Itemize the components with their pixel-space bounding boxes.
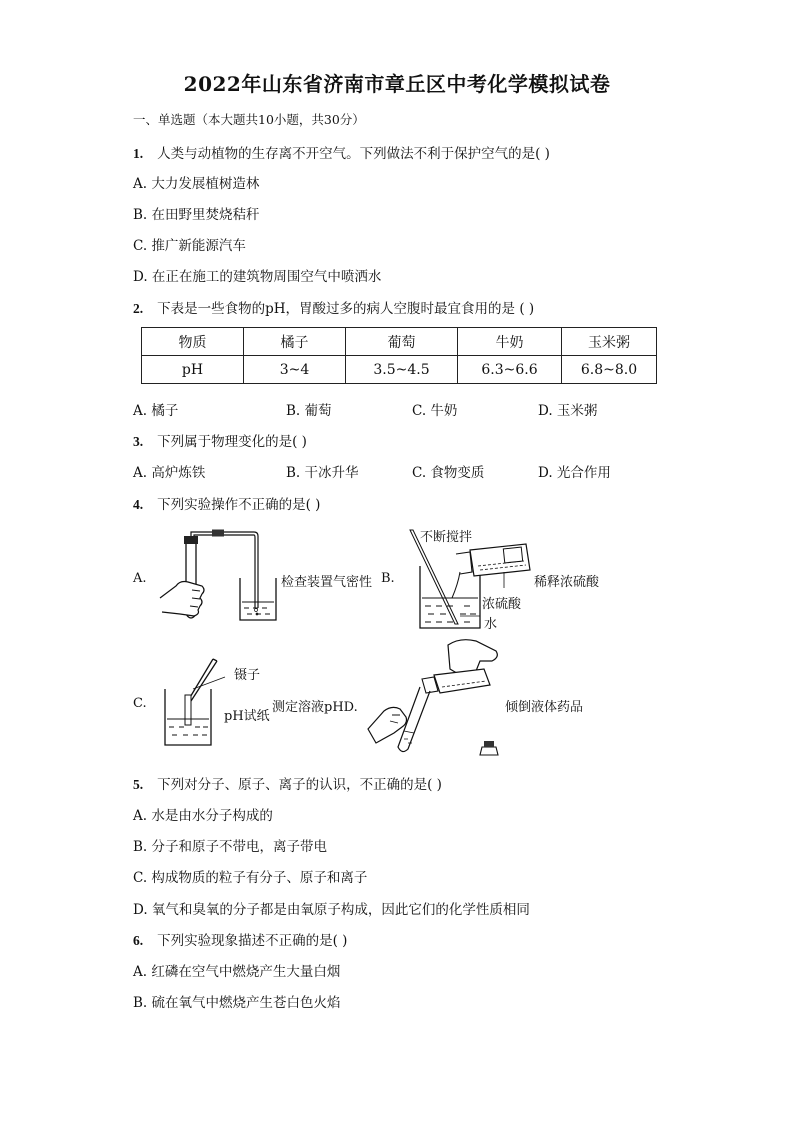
- question-5: [133, 773, 442, 793]
- question-number: 1.: [133, 146, 144, 161]
- question-stem: 人类与动植物的生存离不开空气。下列做法不利于保护空气的是( ): [157, 146, 550, 162]
- table-cell: 玉米粥: [562, 328, 657, 356]
- option-2d: D. 玉米粥: [538, 403, 598, 419]
- option-2b: B. 葡萄: [286, 403, 332, 419]
- option-5b: B. 分子和原子不带电，离子带电: [133, 839, 328, 855]
- question-number: 4.: [133, 497, 144, 512]
- option-3b: B. 干冰升华: [286, 465, 359, 481]
- figure-b-stir-label: 不断搅拌: [420, 530, 473, 545]
- ph-measurement-figure: [155, 655, 235, 750]
- airtightness-apparatus-figure: [150, 528, 285, 628]
- option-4c-letter: C.: [133, 696, 147, 711]
- question-1: [133, 142, 550, 162]
- question-4: [133, 493, 320, 513]
- question-number: 6.: [133, 933, 144, 948]
- question-stem: 下列实验操作不正确的是( ): [157, 497, 321, 513]
- question-stem: 下表是一些食物的pH，胃酸过多的病人空腹时最宜食用的是 ( ): [157, 301, 535, 317]
- question-6: [133, 929, 347, 949]
- question-3: [133, 430, 307, 450]
- option-2a: A. 橘子: [133, 403, 179, 419]
- option-3a: A. 高炉炼铁: [133, 465, 206, 481]
- question-2: [133, 297, 534, 317]
- section-heading: 一、单选题（本大题共10小题，共30分）: [133, 112, 365, 127]
- table-cell: 橘子: [244, 328, 346, 356]
- question-number: 2.: [133, 301, 144, 316]
- option-5a: A. 水是由水分子构成的: [133, 808, 273, 824]
- table-cell: 6.3~6.6: [458, 356, 562, 384]
- option-4a-letter: A.: [133, 571, 147, 586]
- option-3d: D. 光合作用: [538, 465, 611, 481]
- option-4b-letter: B.: [381, 571, 395, 586]
- figure-c-caption-text: 测定溶液pH: [272, 700, 344, 715]
- option-1b: B. 在田野里焚烧秸秆: [133, 207, 260, 223]
- figure-c-caption: [272, 696, 358, 715]
- pour-liquid-figure: [364, 635, 514, 760]
- option-6a: A. 红磷在空气中燃烧产生大量白烟: [133, 964, 341, 980]
- figure-c-paper-label: pH试纸: [224, 709, 270, 724]
- page-title: 2022年山东省济南市章丘区中考化学模拟试卷: [183, 72, 611, 96]
- figure-b-caption: 稀释浓硫酸: [534, 575, 600, 590]
- option-2c: C. 牛奶: [412, 403, 458, 419]
- option-1a: A. 大力发展植树造林: [133, 176, 260, 192]
- figure-a-caption: 检查装置气密性: [281, 575, 373, 590]
- option-5d: D. 氧气和臭氧的分子都是由氧原子构成，因此它们的化学性质相同: [133, 902, 530, 918]
- option-3c: C. 食物变质: [412, 465, 485, 481]
- table-cell: 3.5~4.5: [346, 356, 458, 384]
- table-header-row: [142, 328, 657, 356]
- table-row: [142, 356, 657, 384]
- option-1c: C. 推广新能源汽车: [133, 238, 246, 254]
- question-stem: 下列属于物理变化的是( ): [157, 434, 307, 450]
- option-6b: B. 硫在氧气中燃烧产生苍白色火焰: [133, 995, 341, 1011]
- option-1d: D. 在正在施工的建筑物周围空气中喷洒水: [133, 269, 382, 285]
- figure-b-acid-label: 浓硫酸: [482, 597, 522, 612]
- ph-table: [141, 327, 657, 384]
- option-4d-letter: D.: [343, 700, 358, 715]
- table-cell: 葡萄: [346, 328, 458, 356]
- question-number: 3.: [133, 434, 144, 449]
- figure-d-caption: 倾倒液体药品: [505, 700, 584, 715]
- question-stem: 下列对分子、原子、离子的认识，不正确的是( ): [157, 777, 442, 793]
- table-cell: 牛奶: [458, 328, 562, 356]
- question-number: 5.: [133, 777, 144, 792]
- table-cell: pH: [142, 356, 244, 384]
- table-cell: 物质: [142, 328, 244, 356]
- question-stem: 下列实验现象描述不正确的是( ): [157, 933, 348, 949]
- figure-c-tweezers-label: 镊子: [234, 668, 261, 683]
- table-cell: 6.8~8.0: [562, 356, 657, 384]
- option-5c: C. 构成物质的粒子有分子、原子和离子: [133, 870, 368, 886]
- figure-b-water-label: 水: [484, 617, 498, 632]
- table-cell: 3~4: [244, 356, 346, 384]
